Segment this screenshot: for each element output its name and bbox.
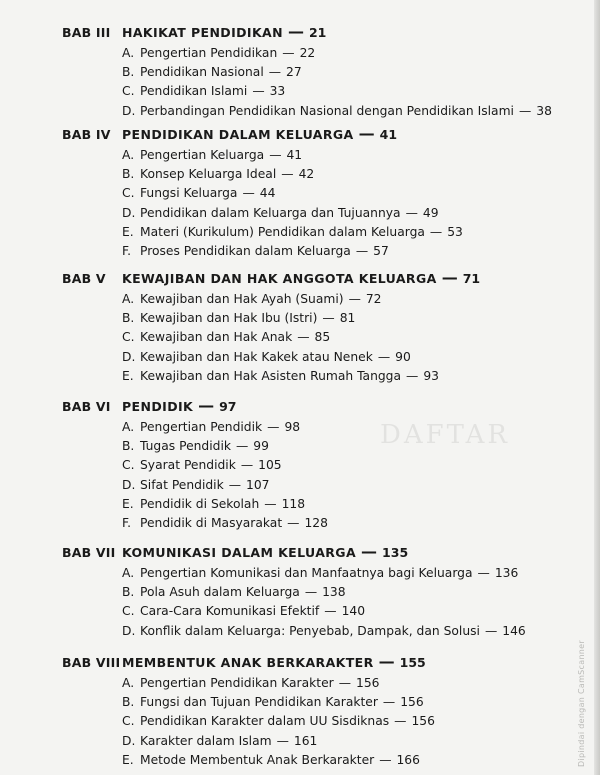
toc-item xyxy=(0,242,580,261)
item-text: Kewajiban dan Hak Asisten Rumah Tangga xyxy=(140,368,402,383)
dash: — xyxy=(198,396,215,415)
toc-item xyxy=(0,514,580,533)
chapter-title: PENDIDIKAN DALAM KELUARGA xyxy=(122,127,354,142)
item-page: 107 xyxy=(246,477,270,492)
item-page: 33 xyxy=(269,84,286,99)
item-page: 156 xyxy=(411,714,435,729)
item-page: 41 xyxy=(286,148,303,162)
dash: — xyxy=(518,103,532,118)
item-text: Fungsi dan Tujuan Pendidikan Karakter xyxy=(140,695,378,710)
toc-item xyxy=(0,674,580,693)
toc-item xyxy=(0,328,580,347)
item-text: Syarat Pendidik xyxy=(140,458,236,473)
item-letter: D. xyxy=(122,103,136,118)
chapter-title: PENDIDIK xyxy=(122,399,194,414)
chapter-bab-vi xyxy=(0,396,580,533)
toc-item xyxy=(0,165,580,184)
dash: — xyxy=(240,458,254,473)
item-text: Pendidik di Masyarakat xyxy=(140,515,283,530)
toc-item xyxy=(0,63,580,82)
item-page: 93 xyxy=(423,368,439,383)
item-page: 146 xyxy=(502,623,526,638)
item-letter: D. xyxy=(122,205,136,220)
item-text: Pendidik di Sekolah xyxy=(140,496,260,511)
chapter-title: KOMUNIKASI DALAM KELUARGA xyxy=(122,545,357,560)
dash: — xyxy=(358,124,375,143)
item-letter: E. xyxy=(122,224,134,239)
item-letter: C. xyxy=(122,604,135,619)
chapter-number: BAB V xyxy=(62,271,106,286)
item-text: Kewajiban dan Hak Anak xyxy=(140,330,293,345)
item-letter: A. xyxy=(122,148,135,162)
item-page: 27 xyxy=(286,65,302,80)
dash: — xyxy=(242,186,255,201)
toc-item xyxy=(0,564,580,583)
toc-item xyxy=(0,102,580,121)
toc-item xyxy=(0,367,580,386)
item-letter: A. xyxy=(122,420,135,434)
item-page: 81 xyxy=(339,311,356,326)
dash: — xyxy=(429,224,443,239)
item-text: Pendidikan dalam Keluarga dan Tujuannya xyxy=(140,205,401,220)
item-letter: A. xyxy=(122,292,135,306)
item-text: Karakter dalam Islam xyxy=(140,733,272,748)
dash: — xyxy=(361,542,378,561)
item-letter: D. xyxy=(122,733,136,748)
item-page: 105 xyxy=(258,458,282,473)
item-text: Kewajiban dan Hak Kakek atau Nenek xyxy=(140,349,373,364)
item-text: Sifat Pendidik xyxy=(140,477,224,492)
item-text: Pengertian Pendidikan Karakter xyxy=(140,676,334,690)
dash: — xyxy=(324,604,337,619)
chapter-page: 155 xyxy=(399,655,426,670)
toc-item xyxy=(0,309,580,328)
item-page: 128 xyxy=(304,515,328,530)
toc-item xyxy=(0,476,580,495)
item-letter: E. xyxy=(122,752,134,767)
dash: — xyxy=(264,496,277,511)
dash: — xyxy=(382,695,396,710)
item-text: Pengertian Komunikasi dan Manfaatnya bagi Keluarga xyxy=(140,566,473,580)
dash: — xyxy=(276,733,289,748)
dash: — xyxy=(282,46,295,60)
chapter-bab-viii xyxy=(0,652,580,770)
chapter-bab-vii xyxy=(0,542,580,641)
item-letter: D. xyxy=(122,477,136,492)
dash: — xyxy=(377,349,391,364)
item-page: 161 xyxy=(293,733,318,748)
dash: — xyxy=(484,623,498,638)
chapter-page: 41 xyxy=(379,127,398,142)
item-letter: E. xyxy=(122,368,134,383)
item-letter: B. xyxy=(122,695,135,710)
item-letter: C. xyxy=(122,330,135,345)
toc-item xyxy=(0,223,580,242)
scanner-watermark: Dipindai dengan CamScanner xyxy=(577,640,586,767)
toc-item xyxy=(0,602,580,621)
item-letter: A. xyxy=(122,46,135,60)
item-page: 53 xyxy=(447,224,463,239)
item-page: 44 xyxy=(259,186,276,201)
item-letter: E. xyxy=(122,496,134,511)
dash: — xyxy=(268,65,282,80)
item-text: Tugas Pendidik xyxy=(140,439,231,454)
dash: — xyxy=(379,752,392,767)
chapter-header xyxy=(0,124,580,146)
chapter-bab-v xyxy=(0,268,580,386)
item-page: 38 xyxy=(536,103,552,118)
item-text: Cara-Cara Komunikasi Efektif xyxy=(140,604,320,619)
item-page: 156 xyxy=(400,695,424,710)
item-text: Pengertian Pendidik xyxy=(140,420,263,434)
item-text: Fungsi Keluarga xyxy=(140,186,238,201)
item-letter: F. xyxy=(122,243,132,258)
item-letter: C. xyxy=(122,714,135,729)
chapter-header xyxy=(0,268,580,290)
toc-item xyxy=(0,348,580,367)
item-page: 118 xyxy=(281,496,306,511)
chapter-page: 21 xyxy=(308,25,327,40)
item-page: 156 xyxy=(356,676,380,690)
toc-item xyxy=(0,495,580,514)
chapter-number: BAB VII xyxy=(62,545,116,560)
toc-item xyxy=(0,732,580,751)
toc-item xyxy=(0,693,580,712)
chapter-header xyxy=(0,396,580,418)
toc-item xyxy=(0,82,580,101)
item-letter: B. xyxy=(122,167,135,182)
dash: — xyxy=(405,205,418,220)
item-text: Materi (Kurikulum) Pendidikan dalam Keluarga xyxy=(140,224,425,239)
item-letter: D. xyxy=(122,349,136,364)
item-page: 99 xyxy=(253,439,269,454)
dash: — xyxy=(236,439,249,454)
dash: — xyxy=(304,585,318,600)
chapter-header xyxy=(0,652,580,674)
dash: — xyxy=(287,22,304,41)
page-edge xyxy=(594,0,600,775)
chapter-page: 97 xyxy=(219,399,237,414)
dash: — xyxy=(228,477,242,492)
item-page: 98 xyxy=(284,420,301,434)
chapter-number: BAB VIII xyxy=(62,655,121,670)
item-page: 140 xyxy=(341,604,366,619)
toc-item xyxy=(0,712,580,731)
dash: — xyxy=(269,148,282,162)
item-text: Konflik dalam Keluarga: Penyebab, Dampak, dan Solusi xyxy=(140,623,480,638)
item-text: Pendidikan Karakter dalam UU Sisdiknas xyxy=(140,714,390,729)
item-page: 49 xyxy=(422,205,439,220)
chapter-number: BAB VI xyxy=(62,399,111,414)
item-letter: B. xyxy=(122,439,135,454)
dash: — xyxy=(287,515,300,530)
item-text: Pengertian Keluarga xyxy=(140,148,265,162)
toc-item xyxy=(0,290,580,309)
item-page: 166 xyxy=(396,752,420,767)
item-text: Pendidikan Islami xyxy=(140,84,248,99)
item-text: Kewajiban dan Hak Ibu (Istri) xyxy=(140,311,318,326)
dash: — xyxy=(297,330,310,345)
chapter-title: KEWAJIBAN DAN HAK ANGGOTA KELUARGA xyxy=(122,271,437,286)
item-page: 85 xyxy=(314,330,331,345)
dash: — xyxy=(281,167,294,182)
toc-item xyxy=(0,751,580,770)
chapter-page: 71 xyxy=(462,271,481,286)
item-page: 72 xyxy=(365,292,382,306)
dash: — xyxy=(252,84,265,99)
item-letter: B. xyxy=(122,65,135,80)
item-page: 136 xyxy=(494,566,519,580)
item-text: Pendidikan Nasional xyxy=(140,65,264,80)
chapter-title: HAKIKAT PENDIDIKAN xyxy=(122,25,283,40)
toc-item xyxy=(0,622,580,641)
item-text: Metode Membentuk Anak Berkarakter xyxy=(140,752,375,767)
toc-item xyxy=(0,184,580,203)
item-letter: B. xyxy=(122,311,135,326)
item-text: Proses Pendidikan dalam Keluarga xyxy=(140,243,351,258)
item-letter: C. xyxy=(122,186,135,201)
dash: — xyxy=(338,676,351,690)
item-text: Pola Asuh dalam Keluarga xyxy=(140,585,300,600)
item-text: Kewajiban dan Hak Ayah (Suami) xyxy=(140,292,344,306)
toc-item xyxy=(0,583,580,602)
dash: — xyxy=(267,420,280,434)
item-text: Perbandingan Pendidikan Nasional dengan Pendidikan Islami xyxy=(140,103,514,118)
chapter-number: BAB III xyxy=(62,25,111,40)
chapter-number: BAB IV xyxy=(62,127,111,142)
item-text: Pengertian Pendidikan xyxy=(140,46,278,60)
toc-item xyxy=(0,456,580,475)
item-letter: C. xyxy=(122,458,135,473)
toc-item xyxy=(0,204,580,223)
item-letter: A. xyxy=(122,676,135,690)
item-letter: C. xyxy=(122,84,135,99)
chapter-bab-iii xyxy=(0,22,580,121)
item-page: 57 xyxy=(373,243,389,258)
dash: — xyxy=(355,243,369,258)
dash: — xyxy=(394,714,407,729)
toc-item xyxy=(0,44,580,63)
item-page: 22 xyxy=(299,46,316,60)
item-letter: A. xyxy=(122,566,135,580)
chapter-header xyxy=(0,542,580,564)
dash: — xyxy=(322,311,335,326)
item-letter: F. xyxy=(122,515,132,530)
item-page: 138 xyxy=(322,585,346,600)
dash: — xyxy=(441,268,458,287)
dash: — xyxy=(477,566,490,580)
item-letter: B. xyxy=(122,585,135,600)
chapter-bab-iv xyxy=(0,124,580,261)
toc-item xyxy=(0,146,580,165)
chapter-page: 135 xyxy=(382,545,409,560)
item-page: 90 xyxy=(395,349,411,364)
chapter-title: MEMBENTUK ANAK BERKARAKTER xyxy=(122,655,374,670)
dash: — xyxy=(348,292,361,306)
dash: — xyxy=(406,368,419,383)
dash: — xyxy=(378,652,395,671)
item-page: 42 xyxy=(298,167,315,182)
item-letter: D. xyxy=(122,623,136,638)
chapter-header xyxy=(0,22,580,44)
bleed-through-text: DAFTAR xyxy=(380,420,510,450)
item-text: Konsep Keluarga Ideal xyxy=(140,167,277,182)
